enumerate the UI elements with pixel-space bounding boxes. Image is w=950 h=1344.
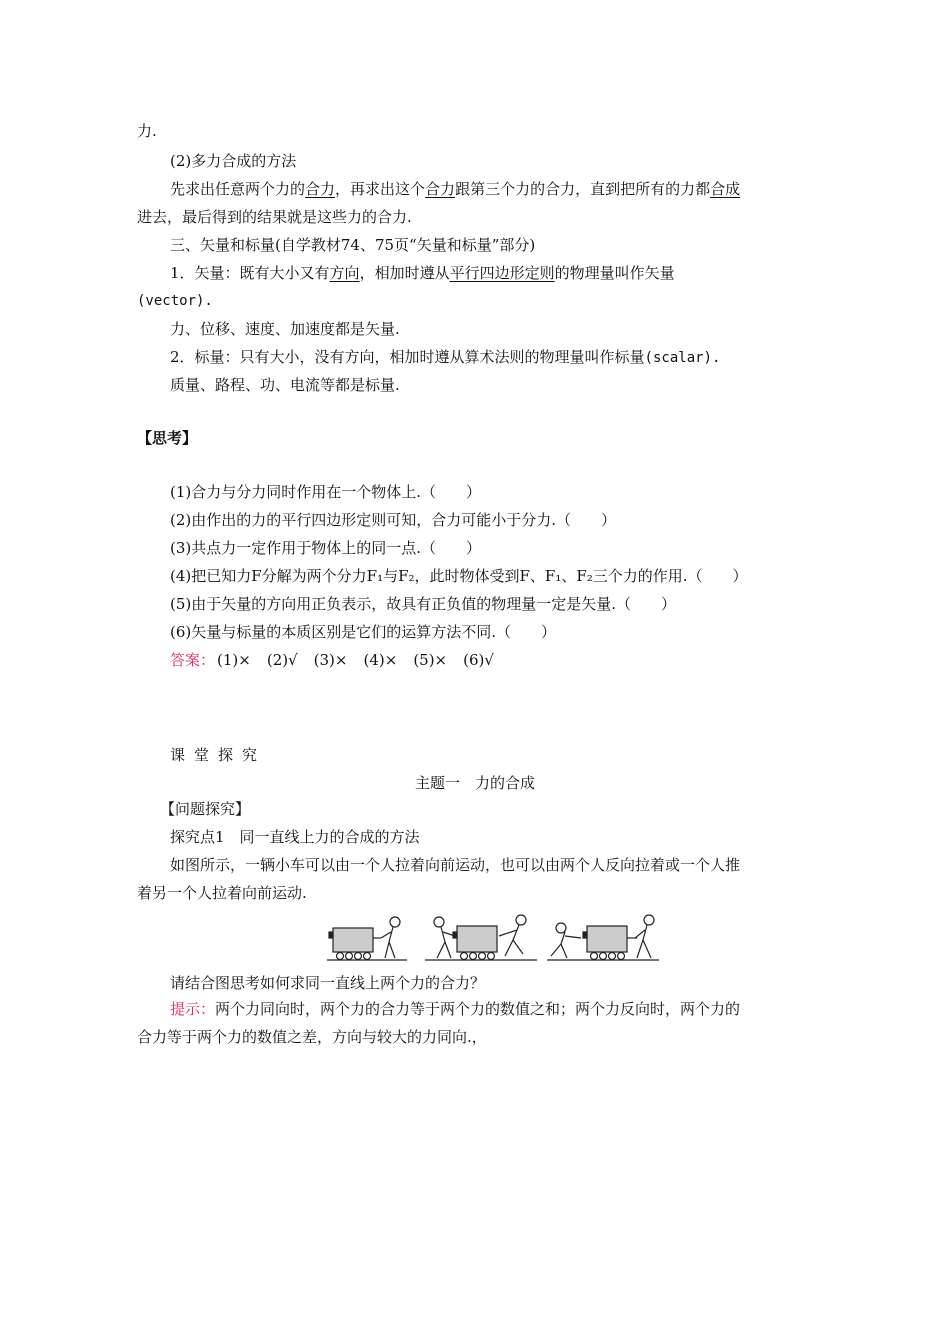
text-line: 力、位移、速度、加速度都是矢量. xyxy=(170,320,400,338)
question-item: (3)共点力一定作用于物体上的同一点.（ ） xyxy=(170,539,482,557)
text-line: 力. xyxy=(137,122,157,140)
cart-figure xyxy=(325,910,661,966)
bracket-heading: 【问题探究】 xyxy=(160,800,251,818)
text-line: 2．标量：只有大小，没有方向，相加时遵从算术法则的物理量叫作标量(scalar). xyxy=(170,348,721,366)
topic-title: 主题一 力的合成 xyxy=(414,774,535,792)
text-line: 如图所示，一辆小车可以由一个人拉着向前运动，也可以由两个人反向拉着或一个人推 xyxy=(170,856,741,874)
underlined-term: 合力 xyxy=(305,180,336,198)
answer-label: 答案： xyxy=(170,651,216,669)
hint-line: 提示：两个力同向时，两个力的合力等于两个力的数值之和；两个力反向时，两个力的 xyxy=(170,1000,741,1018)
method-heading: (2)多力合成的方法 xyxy=(170,152,297,170)
underlined-term: 平行四边形定则 xyxy=(449,264,555,282)
explore-point: 探究点1 同一直线上力的合成的方法 xyxy=(170,828,420,846)
question-line: 请结合图思考如何求同一直线上两个力的合力？ xyxy=(170,974,486,992)
cart-two-people-opposite xyxy=(425,915,537,960)
question-item: (6)矢量与标量的本质区别是它们的运算方法不同.（ ） xyxy=(170,623,557,641)
cart-pushed-and-pulled xyxy=(547,915,659,960)
question-item: (1)合力与分力同时作用在一个物体上.（ ） xyxy=(170,483,482,501)
think-heading: 【思考】 xyxy=(137,429,198,447)
answer-line: 答案： (1)× (2)√ (3)× (4)× (5)× (6)√ xyxy=(170,651,494,669)
underlined-term: 合成 xyxy=(710,180,741,198)
section-title: 课堂探究 xyxy=(170,746,267,764)
section-heading: 三、矢量和标量(自学教材74、75页“矢量和标量”部分) xyxy=(170,236,536,254)
text-line: (vector). xyxy=(137,293,213,309)
question-item: (2)由作出的力的平行四边形定则可知，合力可能小于分力.（ ） xyxy=(170,511,617,529)
underlined-term: 合力 xyxy=(425,180,456,198)
text-line: 进去，最后得到的结果就是这些力的合力. xyxy=(137,208,412,226)
text-line: 着另一个人拉着向前运动. xyxy=(137,884,307,902)
question-item: (5)由于矢量的方向用正负表示，故具有正负值的物理量一定是矢量.（ ） xyxy=(170,595,677,613)
text-line: 1．矢量：既有大小又有方向，相加时遵从平行四边形定则的物理量叫作矢量 xyxy=(170,264,675,282)
text-line: 先求出任意两个力的合力，再求出这个合力跟第三个力的合力，直到把所有的力都合成 xyxy=(170,180,741,198)
underlined-term: 方向 xyxy=(329,264,360,282)
hint-label: 提示： xyxy=(170,1000,216,1018)
cart-pulled-by-one xyxy=(327,917,407,960)
question-item: (4)把已知力F分解为两个分力F₁与F₂，此时物体受到F、F₁、F₂三个力的作用.（ ） xyxy=(170,567,748,585)
text-line: 合力等于两个力的数值之差，方向与较大的力同向.， xyxy=(137,1028,487,1046)
text-line: 质量、路程、功、电流等都是标量. xyxy=(170,376,400,394)
